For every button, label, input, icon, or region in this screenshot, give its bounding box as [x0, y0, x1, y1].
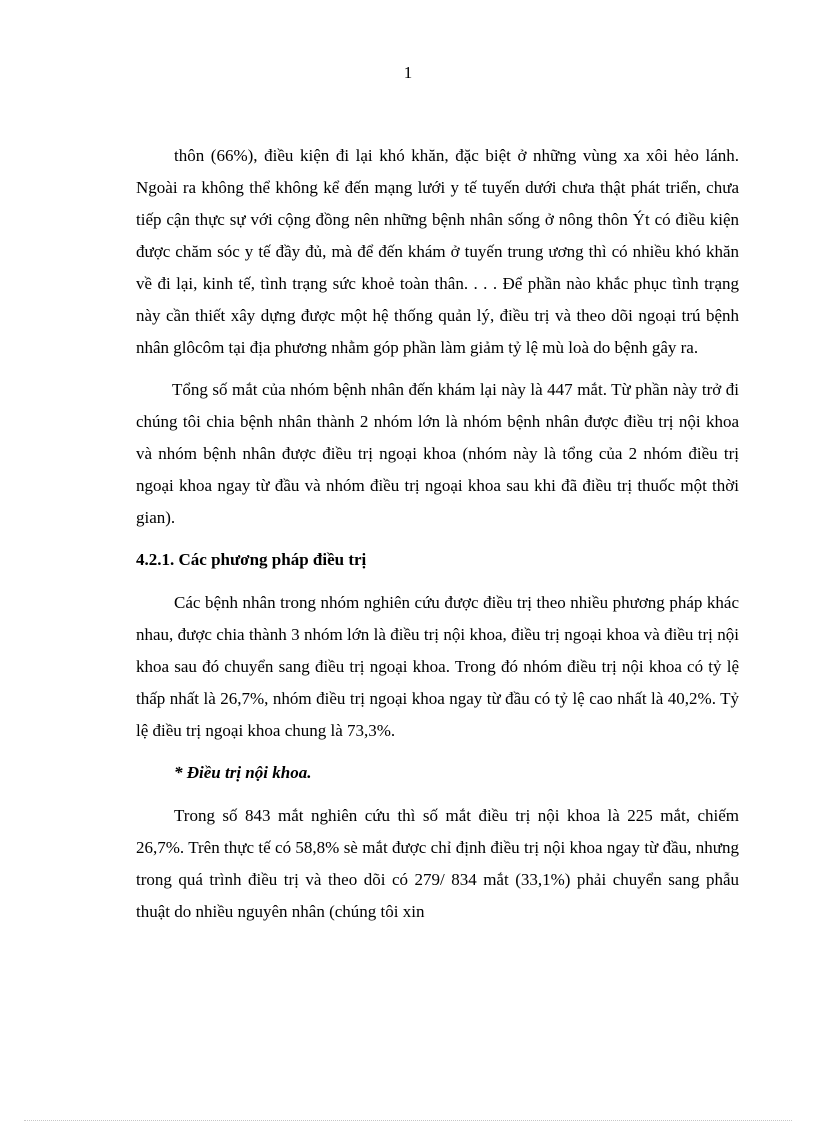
document-body [136, 140, 739, 938]
page-bottom-divider [24, 1120, 792, 1121]
paragraph-eye-count: Tổng số mắt của nhóm bệnh nhân đến khám lại này là 447 mắt. Từ phần này trở đi chúng tôi chia bệnh nhân thành 2 nhóm lớn là nhóm bệnh nhân được điều trị nội khoa và nhóm bệnh nhân được điều trị ngoại khoa (nhóm này là tổng của 2 nhóm điều trị ngoại khoa ngay từ đầu và nhóm điều trị ngoại khoa sau khi đã điều trị thuốc một thời gian). [136, 380, 739, 527]
paragraph-treatment-methods: Các bệnh nhân trong nhóm nghiên cứu được điều trị theo nhiều phương pháp khác nhau, được chia thành 3 nhóm lớn là điều trị nội khoa, điều trị ngoại khoa và điều trị nội khoa sau đó chuyển sang điều trị ngoại khoa. Trong đó nhóm điều trị nội khoa có tỷ lệ thấp nhất là 26,7%, nhóm điều trị ngoại khoa ngay từ đầu có tỷ lệ cao nhất là 40,2%. Tỷ lệ điều trị ngoại khoa chung là 73,3%. [136, 593, 739, 740]
paragraph-rural-access: thôn (66%), điều kiện đi lại khó khăn, đặc biệt ở những vùng xa xôi hẻo lánh. Ngoài ra không thể không kể đến mạng lưới y tế tuyến dưới chưa thật phát triển, chưa tiếp cận thực sự với cộng đồng nên những bệnh nhân sống ở nông thôn Ýt có điều kiện được chăm sóc y tế đầy đủ, mà để đến khám ở tuyến trung ương thì có nhiều khó khăn về đi lại, kinh tế, tình trạng sức khoẻ toàn thân. . . . Để phần nào khắc phục tình trạng này cần thiết xây dựng được một hệ thống quản lý, điều trị và theo dõi ngoại trú bệnh nhân glôcôm tại địa phương nhằm góp phần làm giảm tỷ lệ mù loà do bệnh gây ra. [136, 146, 739, 357]
paragraph-medical-treatment: Trong số 843 mắt nghiên cứu thì số mắt điều trị nội khoa là 225 mắt, chiếm 26,7%. Trên thực tế có 58,8% sè mắt được chỉ định điều trị nội khoa ngay từ đầu, nhưng trong quá trình điều trị và theo dõi có 279/ 834 mắt (33,1%) phải chuyển sang phẫu thuật do nhiều nguyên nhân (chúng tôi xin [136, 806, 739, 921]
section-heading: 4.2.1. Các phương pháp điều trị [136, 550, 367, 569]
page-number: 1 [403, 63, 413, 82]
subsection-heading: * Điều trị nội khoa. [174, 763, 312, 782]
